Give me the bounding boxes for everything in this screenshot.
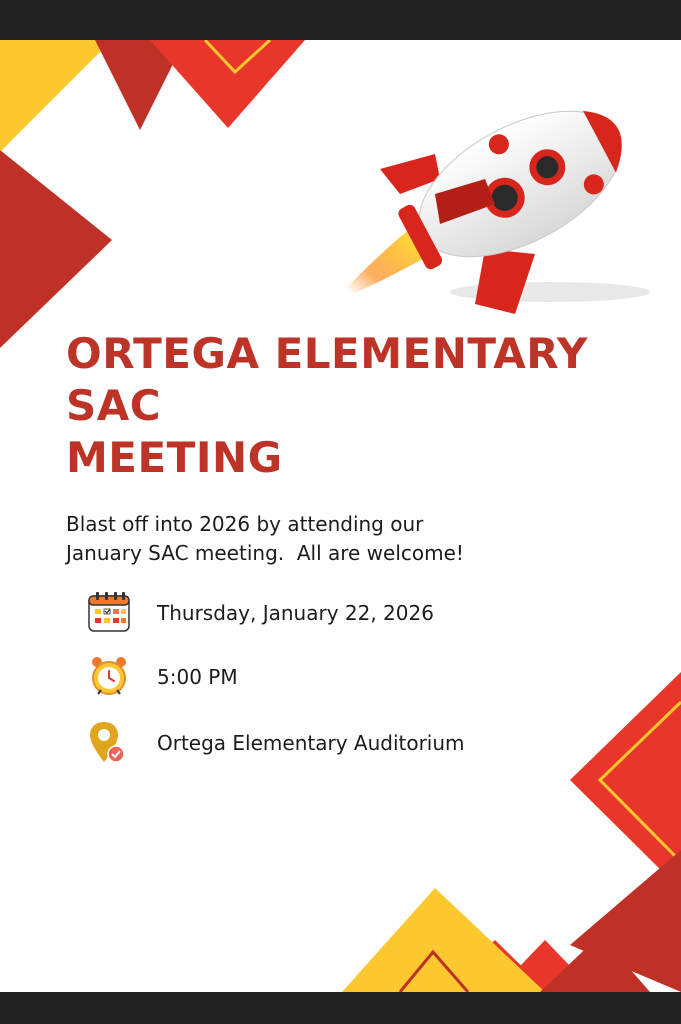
title-line: ORTEGA ELEMENTARY — [66, 329, 588, 378]
calendar-icon — [86, 590, 132, 634]
intro-line: January SAC meeting. All are welcome! — [66, 541, 464, 565]
alarm-clock-icon — [86, 654, 132, 698]
bottom-border — [0, 992, 681, 1024]
title-line: SAC — [66, 381, 162, 430]
location-text: Ortega Elementary Auditorium — [157, 731, 465, 755]
detail-location — [86, 720, 606, 764]
page-title — [66, 328, 626, 484]
rocket-icon — [320, 54, 660, 316]
flyer — [0, 40, 681, 992]
date-text: Thursday, January 22, 2026 — [157, 601, 434, 625]
title-line: MEETING — [66, 433, 283, 482]
detail-date — [86, 590, 606, 634]
top-border — [0, 0, 681, 40]
time-text: 5:00 PM — [157, 665, 238, 689]
intro-line: Blast off into 2026 by attending our — [66, 512, 424, 536]
map-pin-icon — [86, 720, 132, 764]
intro-text — [66, 510, 626, 568]
detail-time — [86, 654, 606, 698]
